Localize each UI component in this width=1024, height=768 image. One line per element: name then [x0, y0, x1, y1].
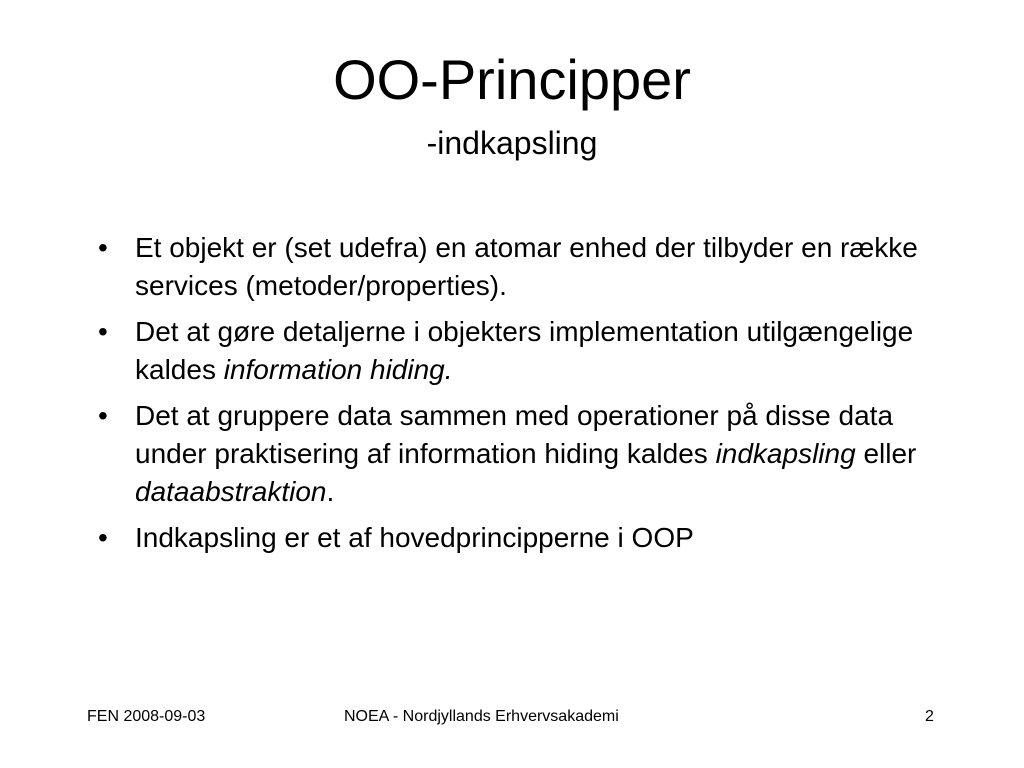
footer-date: FEN 2008-09-03	[87, 708, 206, 725]
slide-title: OO-Principper	[333, 48, 691, 111]
bullet-text: Indkapsling er et af hovedprincipperne i OOP	[135, 522, 694, 553]
bullet-text: .	[326, 476, 335, 507]
bullet-text: Det at gruppere data sammen med operationer på disse data under praktisering af information hiding kaldes	[135, 400, 894, 469]
italic-term: dataabstraktion	[135, 476, 327, 507]
slide-number: 2	[925, 708, 934, 725]
bullet-icon: •	[98, 316, 108, 347]
bullet-item	[92, 519, 952, 557]
bullet-text: eller	[855, 438, 917, 469]
italic-term: indkapsling	[715, 438, 856, 469]
bullet-icon: •	[98, 522, 108, 553]
bullet-icon: •	[98, 232, 108, 263]
bullet-list	[92, 229, 952, 565]
bullet-item	[92, 229, 952, 305]
slide-subtitle: -indkapsling	[426, 125, 598, 161]
italic-term: information hiding.	[223, 354, 453, 385]
footer-organization: NOEA - Nordjyllands Erhvervsakademi	[344, 708, 619, 725]
bullet-text: Det at gøre detaljerne i objekters implementation utilgængelige kaldes	[135, 316, 914, 385]
bullet-item	[92, 313, 952, 389]
bullet-text: Et objekt er (set udefra) en atomar enhed der tilbyder en række services (metoder/properties).	[135, 232, 918, 301]
bullet-icon: •	[98, 400, 108, 431]
bullet-item	[92, 397, 952, 511]
